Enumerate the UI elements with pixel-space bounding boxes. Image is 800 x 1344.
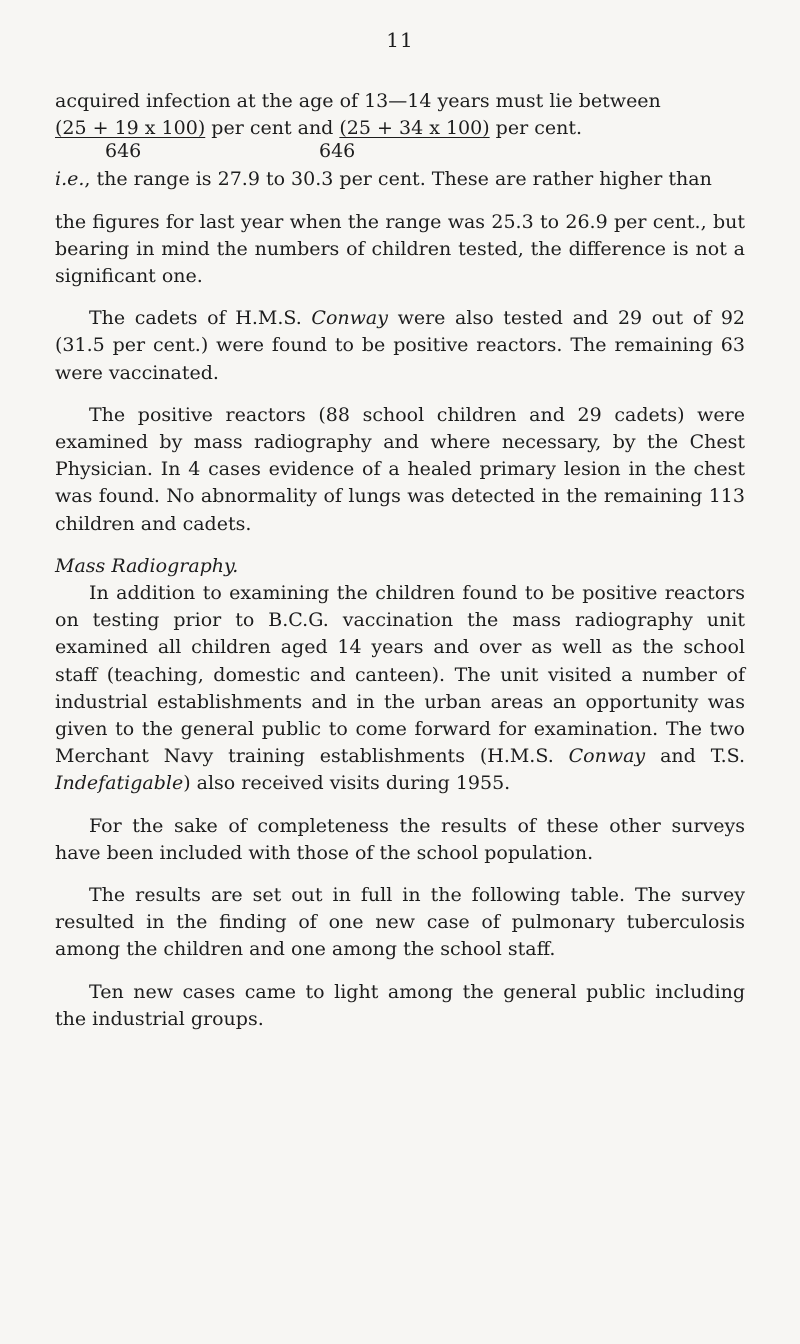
ship-name-indefatigable: Indefatigable — [55, 772, 184, 795]
paragraph-mass-radiography — [55, 580, 745, 798]
ie-abbreviation: i.e. — [55, 168, 85, 191]
formula-text-between: per cent and — [205, 117, 340, 140]
cadets-text-b: were also tested and 29 out of 92 (31.5 per cent.) were found to be positive reactors. The remaining 63 were vaccinated. — [55, 307, 745, 384]
paragraph-range — [55, 166, 745, 193]
paragraph-positive-reactors: The positive reactors (88 school children and 29 cadets) were examined by mass radiography and where necessary, by the Chest Physician. In 4 cases evidence of a healed primary lesion in the chest was found. No abnormality of lungs was detected in the remaining 113 children and cadets. — [55, 403, 745, 535]
section-heading-mass-radiography: Mass Radiography. — [55, 554, 239, 577]
paragraph-new-cases: Ten new cases came to light among the general public including the industrial groups. — [55, 980, 745, 1030]
body-text — [55, 88, 745, 1033]
paragraph-completeness: For the sake of completeness the results of these other surveys have been included with those of the school population. — [55, 814, 745, 864]
formula-line — [55, 115, 745, 142]
ship-name-conway-2: Conway — [568, 745, 646, 768]
paragraph-results: The results are set out in full in the following table. The survey resulted in the finding of one new case of pulmonary tuberculosis among the children and one among the school staff. — [55, 884, 745, 961]
formula-text-end: per cent. — [489, 117, 583, 140]
page-number: 11 — [386, 28, 414, 52]
formula-intro-line: acquired infection at the age of 13—14 years must lie between — [55, 90, 661, 112]
formula-numerator-lower: (25 + 19 x 100) — [55, 117, 206, 140]
formula-denominators — [55, 142, 745, 166]
range-sentence: , the range is 27.9 to 30.3 per cent. These are rather higher than — [84, 168, 712, 191]
radiography-text-a: In addition to examining the children found to be positive reactors on testing prior to B.C.G. vaccination the mass radiography unit examined all children aged 14 years and over as well as the school staff (teaching, domestic and canteen). The unit visited a number of industrial establishments and in the urban areas an opportunity was given to the general public to come forward for examination. The two Merchant Navy training establishments (H.M.S. — [55, 582, 745, 768]
formula-denominator-upper: 646 — [319, 140, 356, 163]
paragraph-cadets — [55, 305, 745, 387]
paragraph-figures: the figures for last year when the range was 25.3 to 26.9 per cent., but bearing in mind the numbers of children tested, the difference is not a significant one. — [55, 210, 745, 288]
formula-denominator-lower: 646 — [105, 140, 142, 163]
radiography-text-b: and T.S. — [645, 745, 745, 768]
cadets-text-a: The cadets of H.M.S. — [89, 307, 312, 330]
ship-name-conway: Conway — [311, 307, 388, 330]
radiography-text-c: ) also received visits during 1955. — [183, 772, 511, 795]
formula-numerator-upper: (25 + 34 x 100) — [339, 117, 490, 140]
